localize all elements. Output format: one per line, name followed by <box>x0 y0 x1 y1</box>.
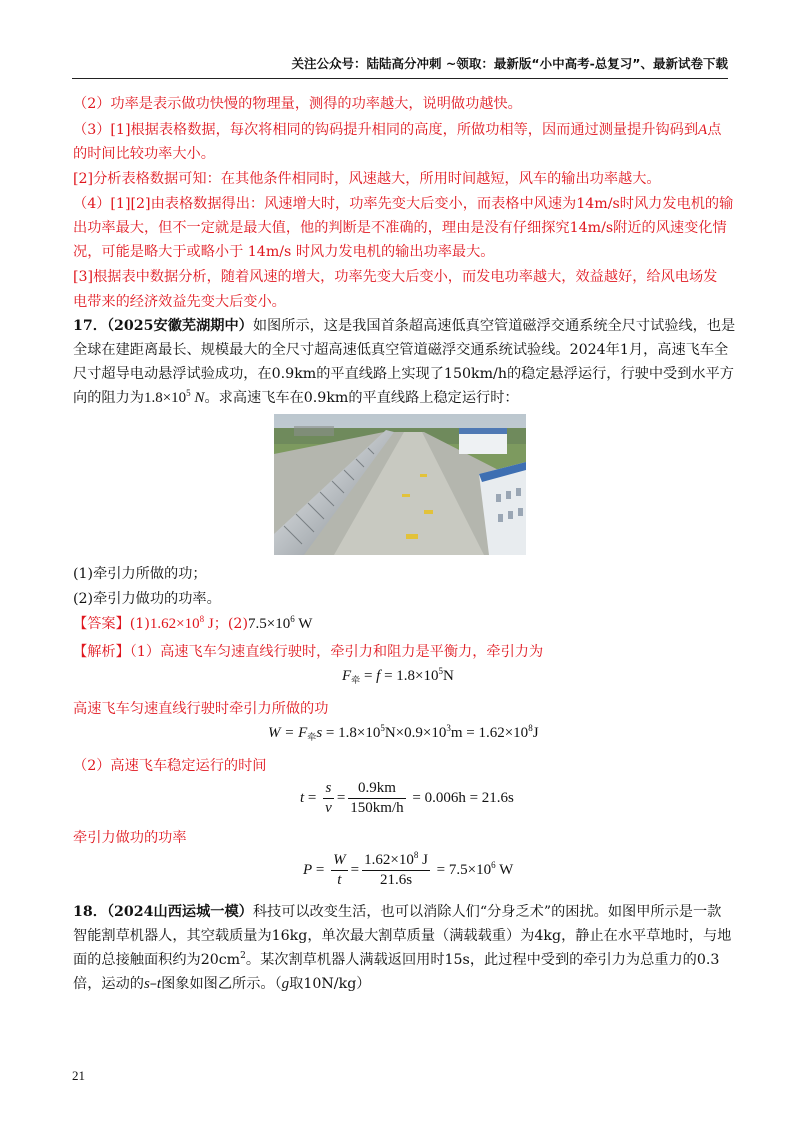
text-span: 。求高速飞车在0.9km的平直线路上稳定运行时： <box>204 390 519 406</box>
exponent: 2 <box>240 951 246 961</box>
text-span: (2) <box>227 616 248 632</box>
text-span: 向的阻力为 <box>73 390 144 406</box>
text-span: 。某次割草机器人满载返回用时15s，此过程中受到的牵引力为总重力的0.3 <box>245 952 720 968</box>
prev-answer-line: [2]分析表格数据可知：在其他条件相同时，风速越大，所用时间越短，风车的输出功率越大。 <box>73 171 661 187</box>
text-span: 如图所示，这是我国首条超高速低真空管道磁浮交通系统全尺寸试验线，也是 <box>252 318 736 334</box>
question-number: 17． <box>73 318 107 334</box>
math-unit: W <box>294 616 313 632</box>
math-text: = <box>336 789 346 806</box>
question-source: （2025安徽芜湖期中） <box>106 318 253 334</box>
q18-stem-line <box>73 900 733 924</box>
maglev-test-line-photo <box>274 414 526 555</box>
q17-analysis-line: （2）高速飞车稳定运行的时间 <box>73 758 267 774</box>
q17-analysis-line: 牵引力做功的功率 <box>73 830 187 846</box>
q18-stem-line <box>73 972 733 996</box>
prev-answer-line: [3]根据表中数据分析，随着风速的增大，功率先变大后变小，而发电功率越大，效益越好，给风电场发 <box>73 269 718 285</box>
header-rule <box>72 78 728 79</box>
text-span: 图象如图乙所示。（ <box>161 976 282 992</box>
text-span: （1）高速飞车匀速直线行驶时，牵引力和阻力是平衡力，牵引力为 <box>129 644 544 660</box>
math-unit: J <box>204 616 214 632</box>
fraction-w-over-t <box>331 852 348 889</box>
equation-power <box>303 852 513 889</box>
math-symbol: s <box>316 725 323 741</box>
fraction-denominator: 21.6s <box>379 872 413 888</box>
point-label: A <box>698 122 708 138</box>
text-span: (1) <box>129 616 150 632</box>
math-text: = <box>350 861 360 878</box>
prev-answer-line: （2）功率是表示做功快慢的物理量，测得的功率越大，说明做功越快。 <box>73 96 522 112</box>
text-span: 点 <box>707 122 722 138</box>
math-text: = <box>360 668 377 684</box>
fraction-s-over-v <box>323 780 334 817</box>
fraction-values <box>348 780 405 817</box>
q17-answer <box>73 612 733 636</box>
fraction-denominator: t <box>337 872 342 888</box>
math-text: = 7.5×10 <box>432 861 492 878</box>
exponent: 5 <box>438 666 443 676</box>
q17-analysis-line <box>73 640 733 664</box>
page-number: 21 <box>72 1068 85 1083</box>
analysis-tag: 【解析】 <box>73 644 130 660</box>
fraction-numerator <box>362 852 430 871</box>
fraction-numerator: 0.9km <box>348 780 405 799</box>
text-span: – <box>149 976 157 992</box>
math-symbol: W <box>268 725 281 741</box>
math-text: = 0.006h = 21.6s <box>408 789 514 806</box>
math-text: = 1.8×10 <box>322 725 381 741</box>
q17-subquestion-2: (2)牵引力做功的功率。 <box>73 591 221 607</box>
fraction-denominator: 150km/h <box>350 800 404 816</box>
math-value: 1.62×10 <box>364 852 414 868</box>
text-span: （3）[1]根据表格数据，每次将相同的钩码提升相同的高度，所做功相等，因而通过测量提升钩码到 <box>73 122 699 138</box>
text-span: 面的总接触面积约为20cm <box>73 952 241 968</box>
exponent: 8 <box>528 723 533 733</box>
math-value: 1.62×10 <box>149 616 200 632</box>
fraction-numerator: s <box>323 780 334 799</box>
q17-stem-line: 尺寸超导电动悬浮试验成功，在0.9km的平直线路上实现了150km/h的稳定悬浮运行，行驶中受到水平方 <box>73 366 734 382</box>
page-header: 关注公众号：陆陆高分冲刺 ~领取：最新版“小中高考-总复习”、最新试卷下载 <box>291 56 728 71</box>
math-symbol: t <box>300 789 305 806</box>
q17-stem-line: 全球在建距离最长、规模最大的全尺寸超高速低真空管道磁浮交通系统试验线。2024年1月，高速飞车全 <box>73 342 729 358</box>
math-text: = <box>312 861 329 878</box>
math-text: N×0.9×10 <box>384 725 447 741</box>
prev-answer-line: 出功率最大，但不一定就是最大值，他的判断是不准确的，理由是没有仔细探究14m/s附近的风速变化情 <box>73 220 727 236</box>
math-unit: J <box>418 852 428 868</box>
math-unit: J <box>532 725 539 741</box>
equation-force <box>342 668 454 685</box>
answer-tag: 【答案】 <box>73 616 130 632</box>
exponent: 5 <box>380 723 385 733</box>
q17-stem-line <box>73 314 736 338</box>
subscript: 牵 <box>307 732 317 742</box>
q18-stem-line: 智能割草机器人，其空载质量为16kg，单次最大割草质量（满载载重）为4kg，静止在水平草地时，与地 <box>73 928 732 944</box>
math-unit: N <box>190 390 205 406</box>
prev-answer-line: 电带来的经济效益先变大后变小。 <box>73 294 286 310</box>
math-inline <box>248 616 312 632</box>
exponent: 6 <box>491 859 496 870</box>
equation-work <box>268 725 539 742</box>
prev-answer-line <box>73 118 733 142</box>
fraction-denominator: v <box>325 800 332 816</box>
text-span: 倍，运动的 <box>73 976 144 992</box>
text-span: ； <box>213 616 228 632</box>
math-text: m = 1.62×10 <box>450 725 529 741</box>
math-symbol: f <box>376 668 381 684</box>
math-inline <box>144 390 204 406</box>
math-text: = F <box>280 725 308 741</box>
exponent: 3 <box>446 723 451 733</box>
prev-answer-line: 况，可能是略大于或略小于 14m/s 时风力发电机的输出功率最大。 <box>73 244 495 260</box>
math-symbol: F <box>342 668 352 684</box>
math-symbol: P <box>303 861 313 878</box>
math-inline <box>150 616 214 632</box>
math-value: 1.8×10 <box>143 390 187 406</box>
math-unit: W <box>495 861 514 878</box>
q17-subquestion-1: (1)牵引力所做的功； <box>73 566 207 582</box>
math-unit: N <box>443 668 454 684</box>
exponent: 6 <box>290 614 295 624</box>
question-source: （2024山西运城一模） <box>106 904 253 920</box>
q17-stem-line <box>73 386 733 410</box>
q17-analysis-line: 高速飞车匀速直线行驶时牵引力所做的功 <box>73 701 329 717</box>
question-number: 18． <box>73 904 107 920</box>
exponent: 8 <box>199 614 205 624</box>
math-symbol: s <box>143 976 150 992</box>
text-span: 取10N/kg） <box>289 976 371 992</box>
math-value: 7.5×10 <box>248 616 291 632</box>
math-symbol: t <box>156 976 162 992</box>
math-symbol: g <box>281 976 290 992</box>
text-span: 科技可以改变生活，也可以消除人们“分身乏术”的困扰。如图甲所示是一款 <box>252 904 722 920</box>
math-text: = 1.8×10 <box>380 668 439 684</box>
fraction-numerator: W <box>331 852 348 871</box>
prev-answer-line: 的时间比较功率大小。 <box>73 146 215 162</box>
exponent: 8 <box>413 850 419 860</box>
subscript: 牵 <box>351 675 361 685</box>
q18-stem-line <box>73 948 733 972</box>
exponent: 5 <box>186 388 191 398</box>
equation-time <box>300 780 514 817</box>
prev-answer-line: （4）[1][2]由表格数据得出：风速增大时，功率先变大后变小，而表格中风速为14m/s时风力发电机的输 <box>73 196 734 212</box>
fraction-values <box>362 852 430 889</box>
math-text: = <box>304 789 321 806</box>
